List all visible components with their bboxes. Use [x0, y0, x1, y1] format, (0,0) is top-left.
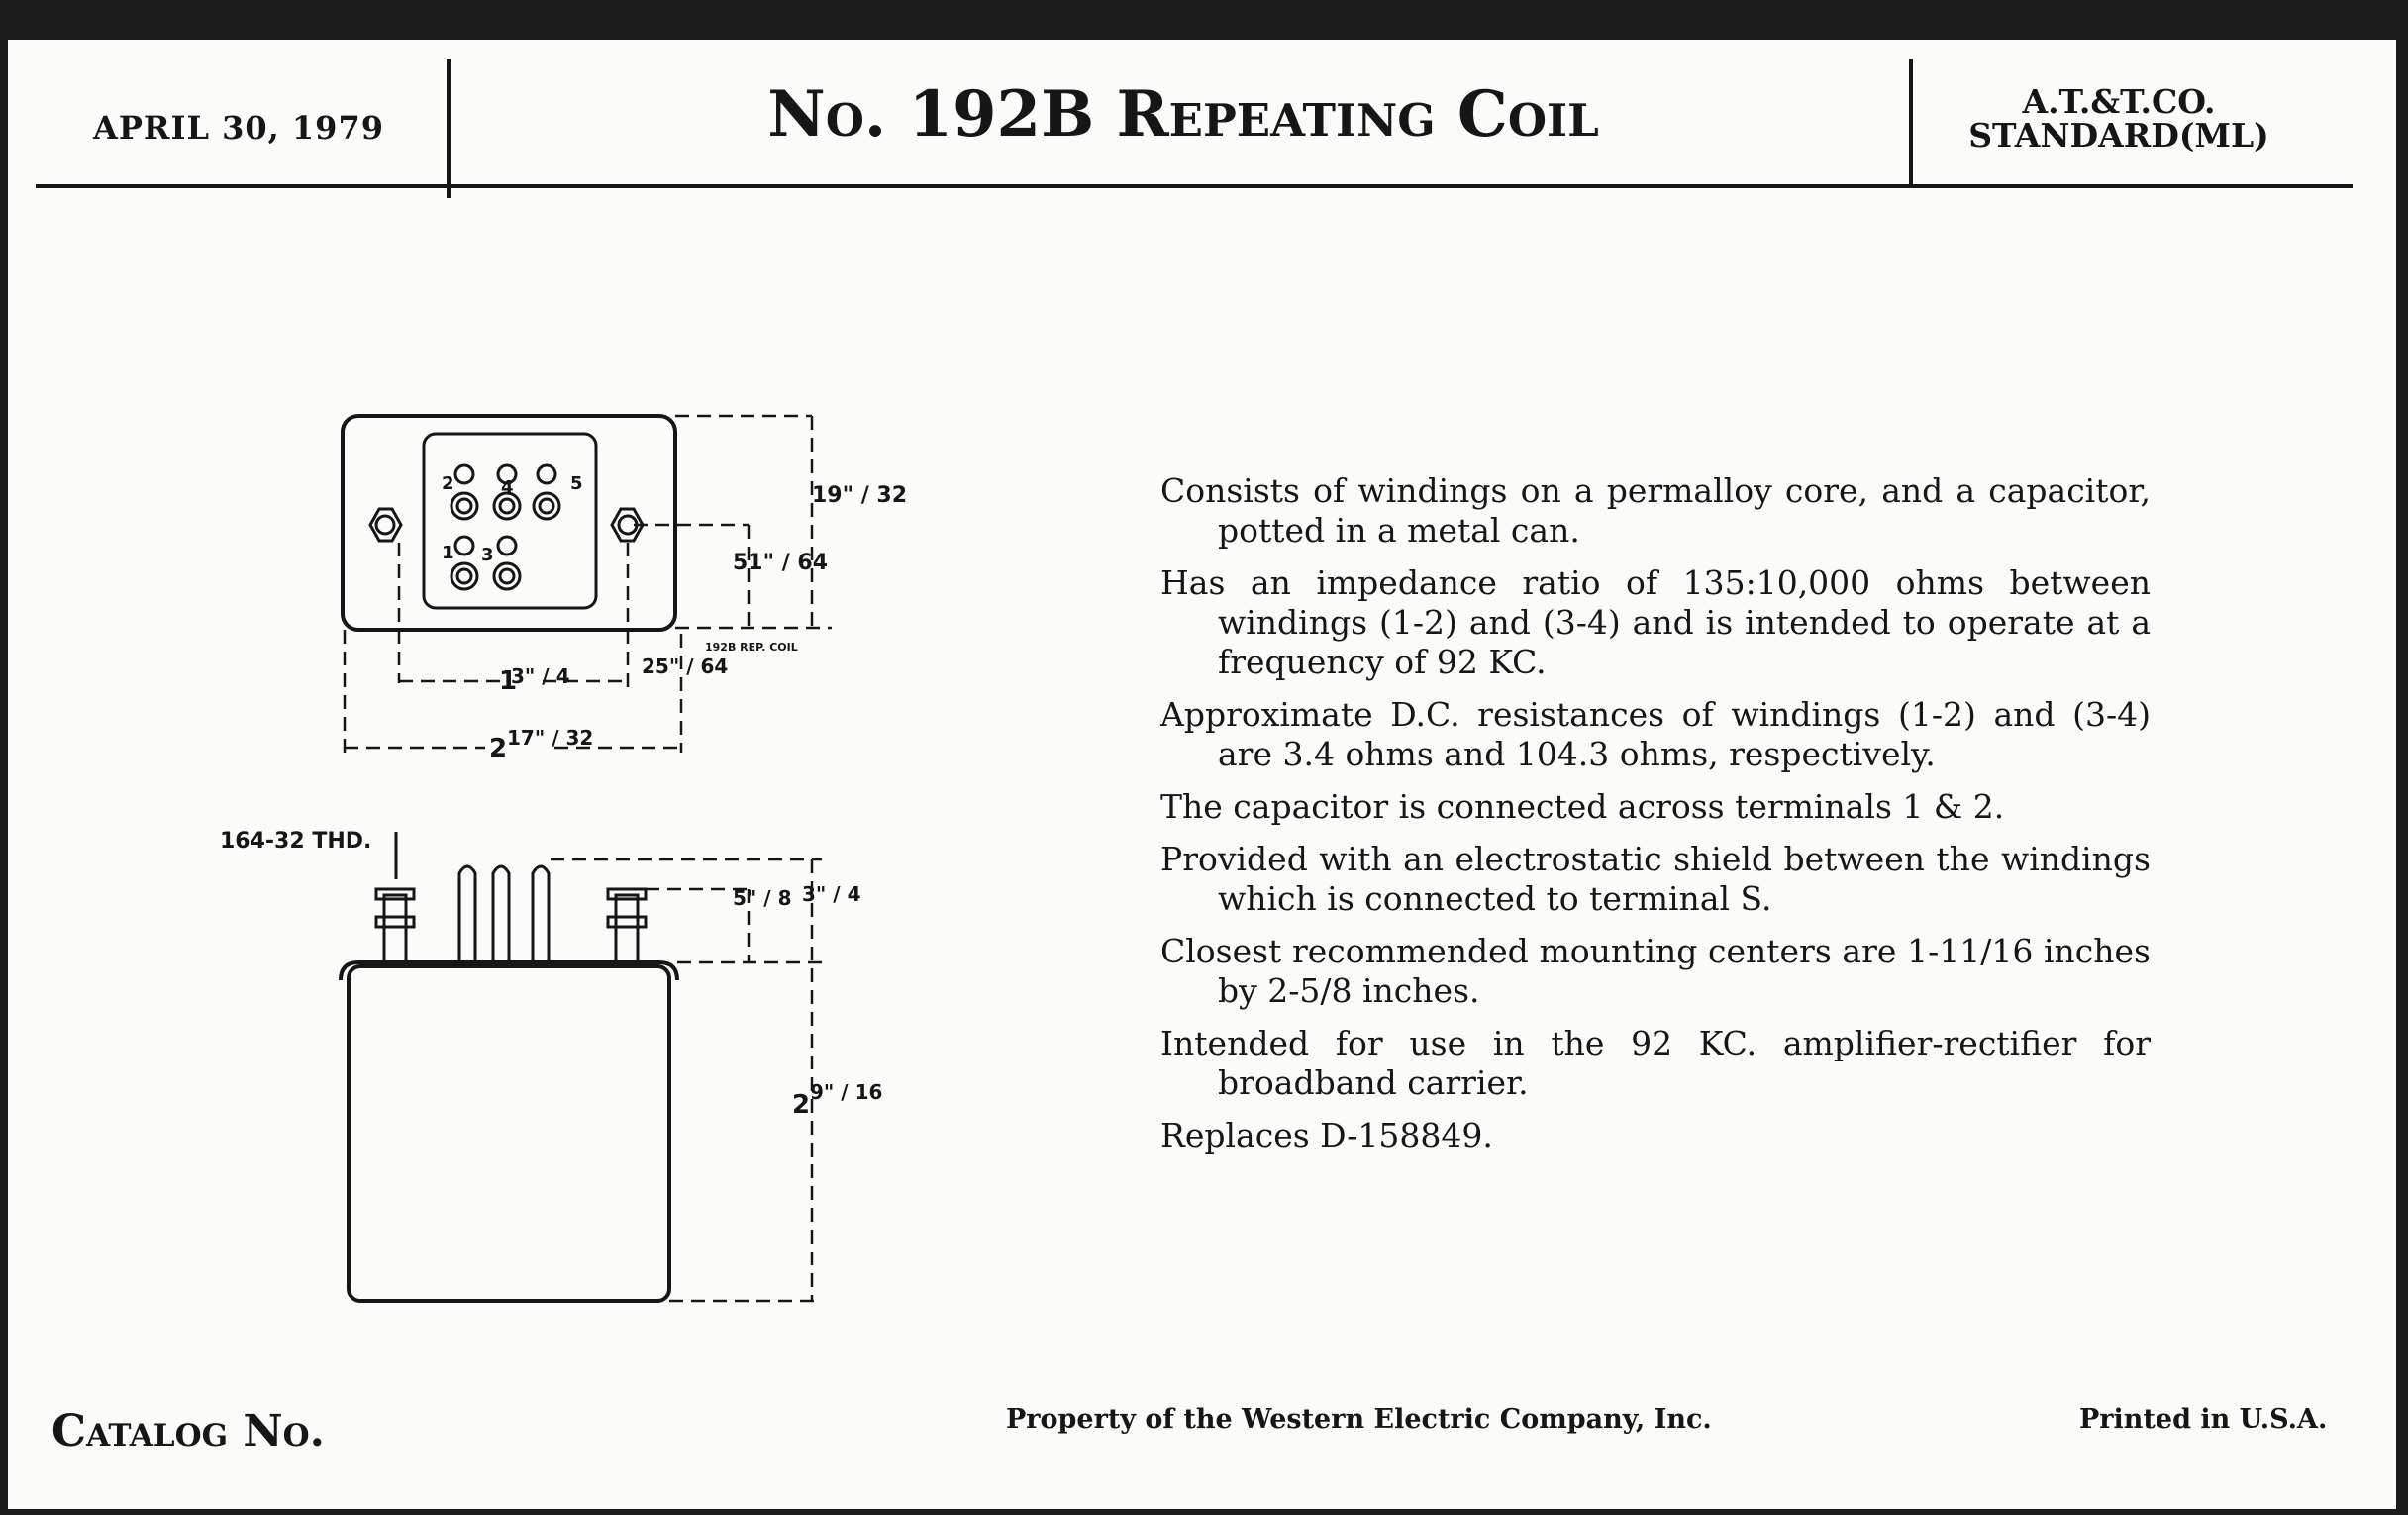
terminal-number: 2 — [442, 473, 454, 494]
spec-item: Consists of windings on a permalloy core, and a capacitor, potted in a metal can. — [1160, 471, 2151, 550]
spec-item: Has an impedance ratio of 135:10,000 ohms between windings (1-2) and (3-4) and is intended to operate at a frequency of 92 KC. — [1160, 563, 2151, 681]
dim-5-8: 5" / 8 — [733, 886, 792, 910]
page-title: No. 192B Repeating Coil — [767, 77, 1599, 152]
dim-width-whole: 2 — [489, 734, 508, 763]
specifications — [1160, 471, 2151, 1168]
spec-item: The capacitor is connected across terminals 1 & 2. — [1160, 787, 2005, 826]
printed-notice: Printed in U.S.A. — [2079, 1404, 2328, 1435]
side-view-can — [349, 966, 669, 1301]
terminal-number: 3 — [481, 545, 494, 565]
dim-span-whole: 1 — [499, 666, 518, 696]
dim-25-64: 25" / 64 — [642, 655, 729, 678]
property-notice: Property of the Western Electric Company, Inc. — [1006, 1404, 1712, 1435]
dim-51-64: 51" / 64 — [733, 551, 829, 575]
spec-item: Intended for use in the 92 KC. amplifier-rectifier for broadband carrier. — [1160, 1024, 2151, 1102]
dim-19-32: 19" / 32 — [812, 483, 908, 508]
spec-item: Replaces D-158849. — [1160, 1116, 1493, 1155]
dim-9-16: 9" / 16 — [810, 1080, 883, 1104]
catalog-label: Catalog No. — [51, 1406, 325, 1457]
dim-can-whole: 2 — [792, 1090, 811, 1120]
spec-item: Approximate D.C. resistances of windings (1-2) and (3-4) are 3.4 ohms and 104.3 ohms, respectively. — [1160, 695, 2151, 773]
lead-1 — [459, 866, 475, 962]
terminal-number: 5 — [570, 473, 583, 494]
terminal-number: 4 — [501, 477, 514, 498]
standard-company: A.T.&T.CO. — [2022, 82, 2216, 121]
terminal-number: 1 — [442, 543, 454, 563]
side-stud-right — [616, 895, 638, 962]
spec-item: Closest recommended mounting centers are 1-11/16 inches by 2-5/8 inches. — [1160, 932, 2151, 1010]
issue-date: APRIL 30, 1979 — [93, 109, 384, 147]
drawing-caption: 192B REP. COIL — [705, 641, 798, 654]
standard-type: STANDARD(ML) — [1968, 116, 2269, 154]
side-stud-left — [384, 895, 406, 962]
dim-3-4-lead: 3" / 4 — [802, 882, 861, 906]
spec-item: Provided with an electrostatic shield between the windings which is connected to terminal S. — [1160, 840, 2151, 918]
terminal-2 — [455, 465, 473, 483]
thread-label: 164-32 THD. — [220, 829, 372, 854]
dim-3-4: 3" / 4 — [511, 664, 570, 688]
dim-17-32: 17" / 32 — [507, 726, 594, 750]
